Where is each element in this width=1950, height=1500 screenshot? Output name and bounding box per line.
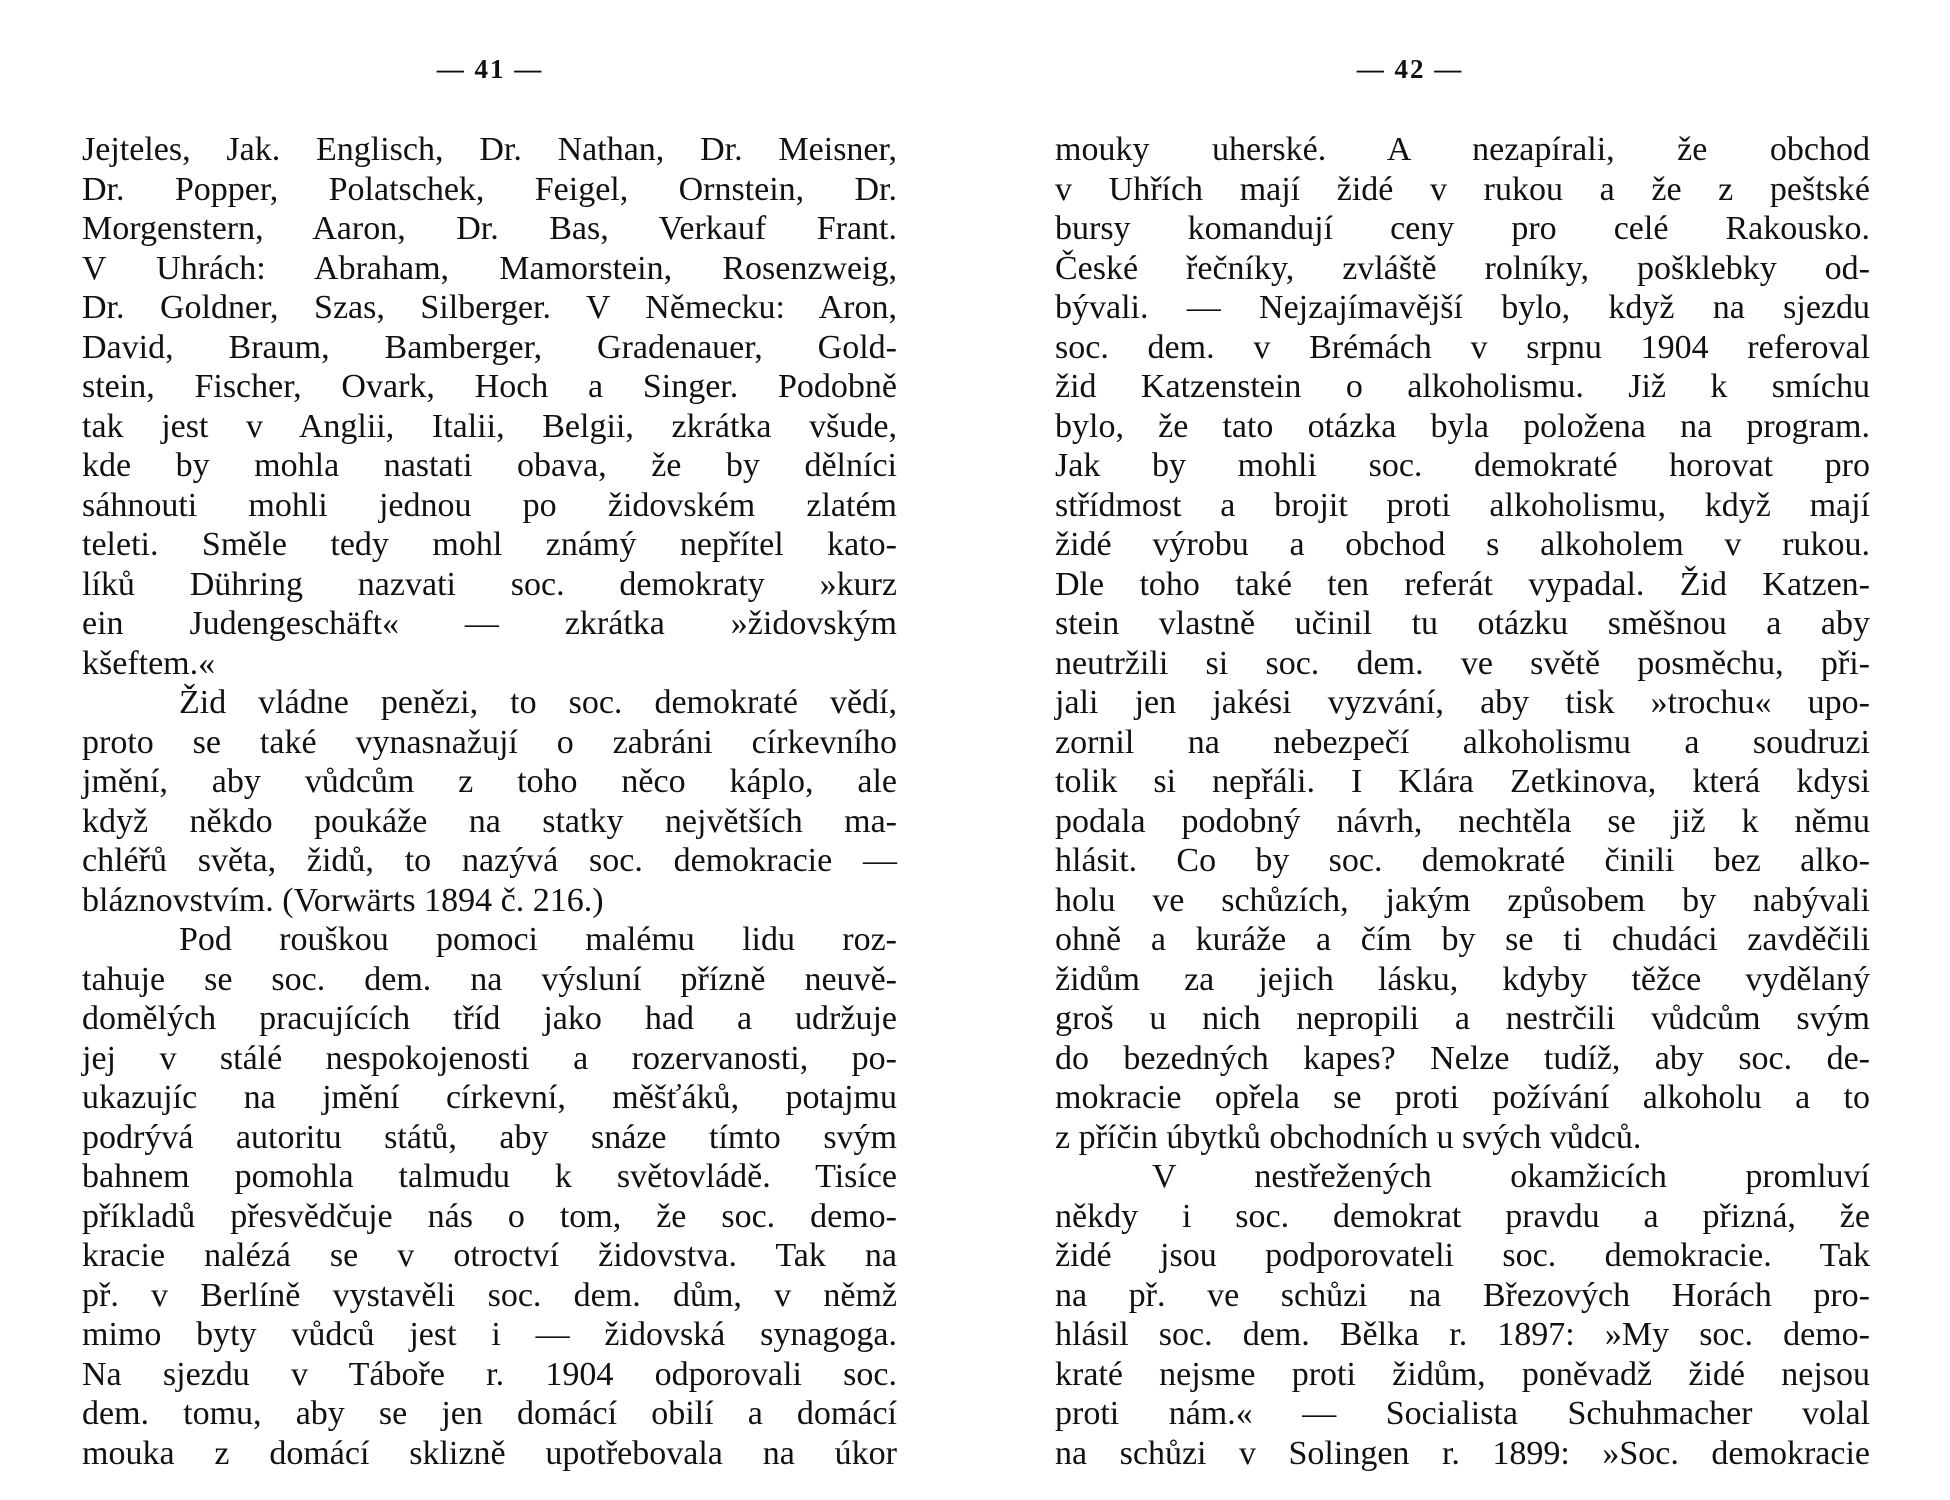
text-line: líků Dühring nazvati soc. demokraty »kurz: [82, 565, 897, 603]
text-line: V nestřežených okamžicích promluví: [1152, 1158, 1870, 1195]
text-line: podrývá autoritu států, aby snáze tímto svým: [82, 1118, 897, 1156]
text-line: ukazujíc na jmění církevní, měšťáků, potajmu: [82, 1079, 897, 1116]
text-line: když někdo poukáže na statky největších ma-: [82, 802, 897, 840]
text-line: hlásil soc. dem. Bělka r. 1897: »My soc. demo-: [1055, 1316, 1870, 1353]
text-column: [82, 130, 897, 1473]
page-number: — 41 —: [436, 54, 544, 84]
text-line: Dle toho také ten referát vypadal. Žid Katzen-: [1055, 565, 1870, 603]
text-line: kracie nalézá se v otroctví židovstva. Tak na: [82, 1237, 897, 1274]
text-column: [1055, 130, 1870, 1473]
text-line: zornil na nebezpečí alkoholismu a soudruzi: [1055, 723, 1870, 761]
text-line: bývali. — Nejzajímavější bylo, když na sjezdu: [1055, 289, 1870, 326]
text-line: České řečníky, zvláště rolníky, pošklebky od-: [1055, 249, 1870, 287]
text-line: podala podobný návrh, nechtěla se již k němu: [1055, 802, 1870, 840]
text-line: sáhnouti mohli jednou po židovském zlatém: [82, 486, 897, 524]
text-line: ein Judengeschäft« — zkrátka »židovským: [82, 605, 897, 642]
text-line: groš u nich nepropili a nestrčili vůdcům svým: [1055, 1000, 1870, 1037]
text-line: tak jest v Anglii, Italii, Belgii, zkrátka všude,: [82, 407, 897, 445]
text-line: stein, Fischer, Ovark, Hoch a Singer. Podobně: [82, 368, 897, 405]
text-line: židé jsou podporovateli soc. demokracie. Tak: [1055, 1237, 1870, 1274]
text-line: chléřů světa, židů, to nazývá soc. demokracie —: [82, 842, 897, 879]
text-line: soc. dem. v Brémách v srpnu 1904 referoval: [1055, 328, 1870, 366]
text-line: bylo, že tato otázka byla položena na program.: [1055, 407, 1870, 445]
text-line: Jak by mohli soc. demokraté horovat pro: [1055, 447, 1870, 484]
text-line: tolik si nepřáli. I Klára Zetkinova, která kdysi: [1055, 763, 1870, 800]
text-line: Na sjezdu v Táboře r. 1904 odporovali soc.: [82, 1355, 897, 1393]
text-line: židům za jejich lásku, kdyby těžce vydělaný: [1055, 960, 1870, 998]
text-line: jmění, aby vůdcům z toho něco káplo, ale: [82, 763, 897, 800]
text-line: V Uhrách: Abraham, Mamorstein, Rosenzweig,: [82, 249, 897, 287]
text-line: kde by mohla nastati obava, že by dělníci: [82, 447, 897, 484]
text-line: bahnem pomohla talmudu k světovládě. Tisíce: [82, 1158, 897, 1195]
text-line: David, Braum, Bamberger, Gradenauer, Gold-: [82, 328, 897, 366]
text-line: mimo byty vůdců jest i — židovská synagoga.: [82, 1316, 897, 1353]
text-line: mouky uherské. A nezapírali, že obchod: [1055, 131, 1870, 168]
text-line: někdy i soc. demokrat pravdu a přizná, že: [1055, 1197, 1870, 1235]
text-line: neutržili si soc. dem. ve světě posměchu, při-: [1055, 644, 1870, 682]
text-line: tahuje se soc. dem. na výsluní přízně neuvě-: [82, 960, 897, 998]
text-line: teleti. Směle tedy mohl známý nepřítel kato-: [82, 526, 897, 563]
text-line: kraté nejsme proti židům, poněvadž židé nejsou: [1055, 1355, 1870, 1393]
text-line: kšeftem.«: [82, 644, 216, 682]
text-line: domělých pracujících tříd jako had a udržuje: [82, 1000, 897, 1037]
text-line: Dr. Goldner, Szas, Silberger. V Německu: Aron,: [82, 289, 897, 326]
text-line: střídmost a brojit proti alkoholismu, když mají: [1055, 486, 1870, 524]
text-line: Jejteles, Jak. Englisch, Dr. Nathan, Dr. Meisner,: [82, 131, 897, 168]
text-line: mokracie opřela se proti požívání alkoholu a to: [1055, 1079, 1870, 1116]
text-line: v Uhřích mají židé v rukou a že z peštské: [1055, 170, 1870, 208]
page-number: — 42 —: [1356, 54, 1464, 84]
text-line: žid Katzenstein o alkoholismu. Již k smíchu: [1055, 368, 1870, 405]
text-line: do bezedných kapes? Nelze tudíž, aby soc. de-: [1055, 1039, 1870, 1077]
text-line: Dr. Popper, Polatschek, Feigel, Ornstein, Dr.: [82, 170, 897, 208]
text-line: bursy komandují ceny pro celé Rakousko.: [1055, 210, 1870, 247]
text-line: jej v stálé nespokojenosti a rozervanosti, po-: [82, 1039, 897, 1077]
text-line: židé výrobu a obchod s alkoholem v rukou.: [1055, 526, 1870, 563]
text-line: mouka z domácí sklizně upotřebovala na úkor: [82, 1434, 897, 1472]
text-line: holu ve schůzích, jakým způsobem by nabývali: [1055, 881, 1870, 919]
text-line: na př. ve schůzi na Březových Horách pro-: [1055, 1276, 1870, 1314]
text-line: stein vlastně učinil tu otázku směšnou a aby: [1055, 605, 1870, 642]
text-line: Pod rouškou pomoci malému lidu roz-: [179, 921, 897, 958]
text-line: na schůzi v Solingen r. 1899: »Soc. demokracie: [1055, 1434, 1870, 1472]
text-line: Žid vládne penězi, to soc. demokraté vědí,: [179, 684, 897, 721]
text-line: Morgenstern, Aaron, Dr. Bas, Verkauf Frant.: [82, 210, 897, 247]
text-line: dem. tomu, aby se jen domácí obilí a domácí: [82, 1395, 897, 1432]
text-line: ohně a kuráže a čím by se ti chudáci zavděčili: [1055, 921, 1870, 958]
text-line: př. v Berlíně vystavěli soc. dem. dům, v němž: [82, 1276, 897, 1314]
right-page: [975, 0, 1950, 1500]
text-line: proti nám.« — Socialista Schuhmacher volal: [1055, 1395, 1870, 1432]
text-line: jali jen jakési vyzvání, aby tisk »trochu« upo-: [1055, 684, 1870, 721]
text-line: proto se také vynasnažují o zabránі církevního: [82, 723, 897, 761]
text-line: hlásit. Co by soc. demokraté činili bez alko-: [1055, 842, 1870, 879]
text-line: bláznovstvím. (Vorwärts 1894 č. 216.): [82, 881, 604, 919]
text-line: z příčin úbytků obchodních u svých vůdců.: [1055, 1118, 1642, 1156]
text-line: příkladů přesvědčuje nás o tom, že soc. demo-: [82, 1197, 897, 1235]
